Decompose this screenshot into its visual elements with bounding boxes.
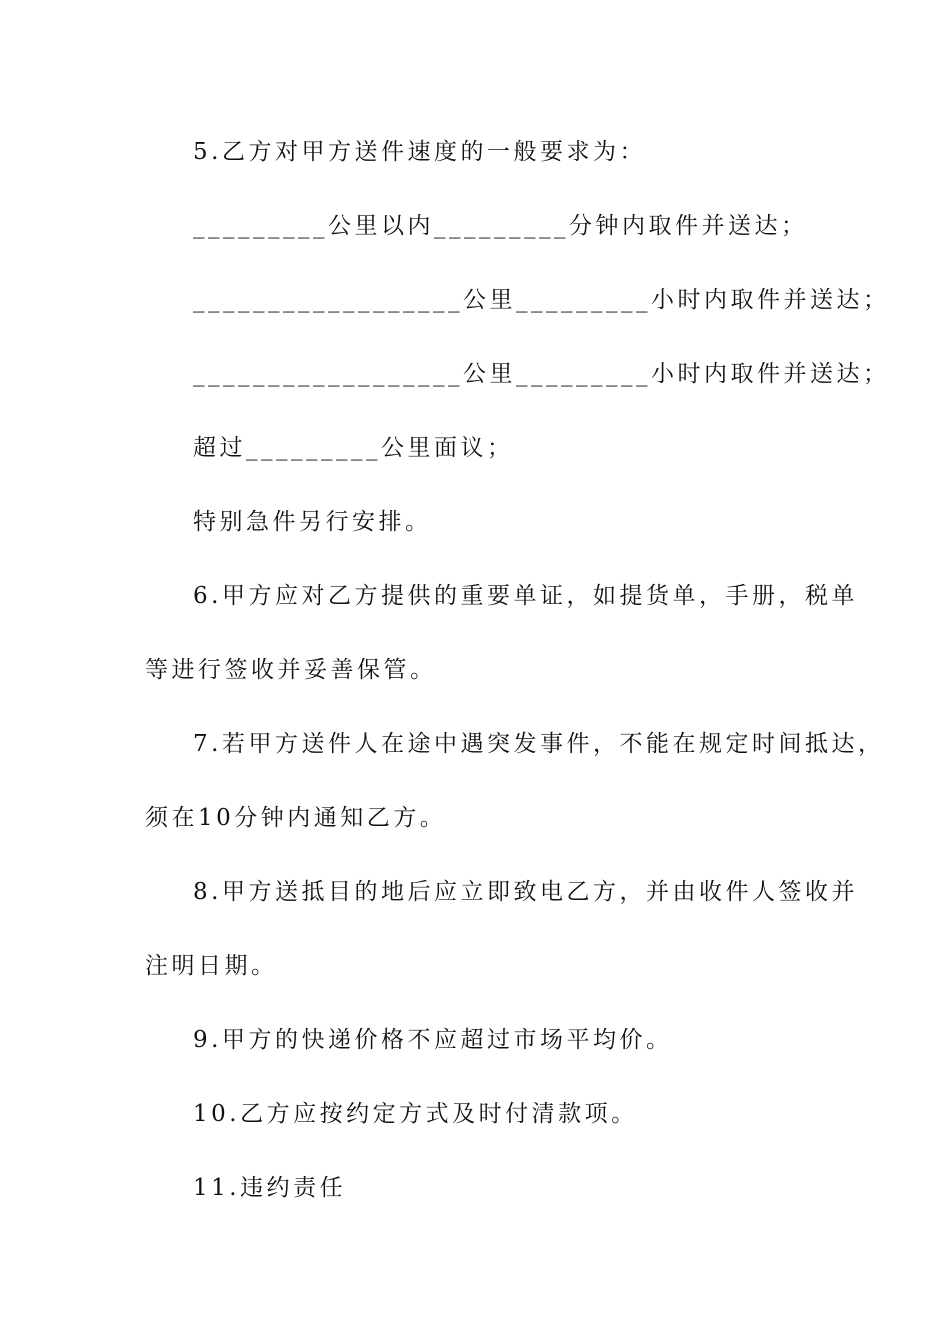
- clause-7-line-1: 7.若甲方送件人在途中遇突发事件，不能在规定时间抵达，: [193, 731, 885, 757]
- clause-5-item-3: __________________公里_________小时内取件并送达；: [193, 361, 890, 387]
- clause-5-item-5: 特别急件另行安排。: [193, 509, 432, 535]
- clause-7-line-2: 须在10分钟内通知乙方。: [145, 805, 447, 831]
- clause-8-line-2: 注明日期。: [145, 953, 278, 979]
- clause-9: 9.甲方的快递价格不应超过市场平均价。: [193, 1027, 673, 1053]
- clause-6-line-1: 6.甲方应对乙方提供的重要单证，如提货单，手册，税单: [193, 583, 858, 609]
- clause-10: 10.乙方应按约定方式及时付清款项。: [193, 1101, 638, 1127]
- clause-6-line-2: 等进行签收并妥善保管。: [145, 657, 437, 683]
- clause-11-heading: 11.违约责任: [193, 1175, 347, 1201]
- clause-5-item-4: 超过_________公里面议；: [193, 435, 514, 461]
- clause-5-item-2: __________________公里_________小时内取件并送达；: [193, 287, 890, 313]
- clause-8-line-1: 8.甲方送抵目的地后应立即致电乙方，并由收件人签收并: [193, 879, 858, 905]
- clause-5-heading: 5.乙方对甲方送件速度的一般要求为：: [193, 139, 646, 165]
- clause-5-item-1: _________公里以内_________分钟内取件并送达；: [193, 213, 808, 239]
